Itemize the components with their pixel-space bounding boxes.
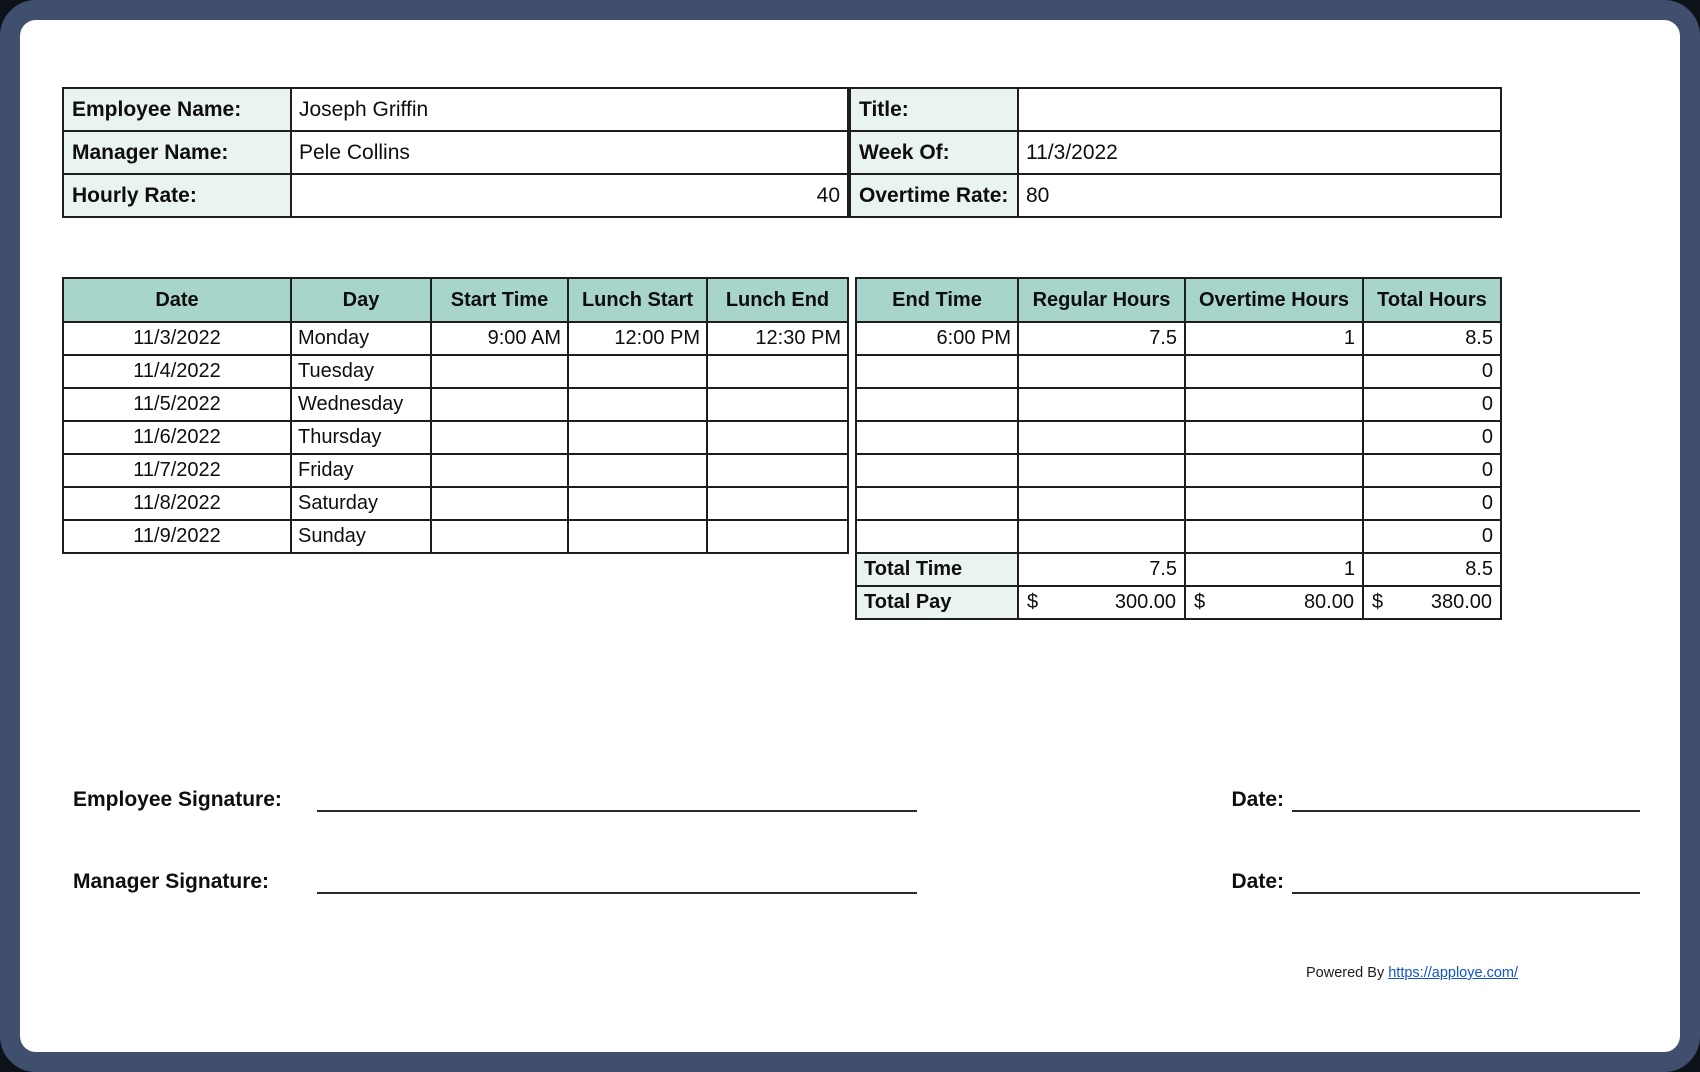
lunch-end-column-header: Lunch End: [707, 278, 848, 322]
date-label: Date:: [1231, 788, 1284, 811]
regular-hours-cell[interactable]: [1018, 487, 1185, 520]
table-row: [856, 355, 1501, 388]
date-cell[interactable]: 11/7/2022: [63, 454, 291, 487]
total-hours-cell[interactable]: 0: [1363, 388, 1501, 421]
regular-hours-column-header: Regular Hours: [1018, 278, 1185, 322]
table-row: [856, 421, 1501, 454]
table-row: [856, 454, 1501, 487]
table-row: [850, 131, 1501, 174]
timesheet-grid-section: [62, 277, 1502, 620]
week-of-field[interactable]: 11/3/2022: [1018, 131, 1501, 174]
manager-signature-row: [73, 859, 1640, 894]
table-row: [63, 322, 848, 355]
total-time-total: 8.5: [1363, 553, 1501, 586]
table-row: [63, 487, 848, 520]
lunch-end-cell[interactable]: [707, 487, 848, 520]
end-time-cell[interactable]: [856, 388, 1018, 421]
currency-symbol: $: [1194, 591, 1206, 613]
lunch-start-cell[interactable]: [568, 355, 707, 388]
table-row: [63, 520, 848, 553]
timesheet-table-right: [855, 277, 1502, 620]
total-hours-cell[interactable]: 0: [1363, 487, 1501, 520]
total-time-regular: 7.5: [1018, 553, 1185, 586]
total-pay-overtime-amount: 80.00: [1303, 591, 1354, 613]
table-row: [63, 88, 848, 131]
end-time-cell[interactable]: [856, 454, 1018, 487]
regular-hours-cell[interactable]: [1018, 421, 1185, 454]
regular-hours-cell[interactable]: [1018, 520, 1185, 553]
start-time-cell[interactable]: [431, 388, 568, 421]
start-time-cell[interactable]: [431, 355, 568, 388]
day-cell[interactable]: Friday: [291, 454, 431, 487]
employee-signature-line[interactable]: [317, 777, 917, 812]
manager-name-field[interactable]: Pele Collins: [291, 131, 848, 174]
lunch-end-cell[interactable]: [707, 355, 848, 388]
hourly-rate-label: Hourly Rate:: [63, 174, 291, 217]
timesheet-table-left: [62, 277, 849, 554]
total-hours-cell[interactable]: 0: [1363, 520, 1501, 553]
start-time-column-header: Start Time: [431, 278, 568, 322]
lunch-end-cell[interactable]: [707, 454, 848, 487]
employee-signature-label: Employee Signature:: [73, 788, 282, 811]
title-field[interactable]: [1018, 88, 1501, 131]
end-time-cell[interactable]: [856, 487, 1018, 520]
start-time-cell[interactable]: [431, 487, 568, 520]
header-row: [856, 278, 1501, 322]
hourly-rate-field[interactable]: 40: [291, 174, 848, 217]
table-row: [856, 388, 1501, 421]
total-pay-regular: [1018, 586, 1185, 619]
total-pay-regular-amount: 300.00: [1114, 591, 1176, 613]
table-row: [63, 388, 848, 421]
end-time-cell[interactable]: [856, 520, 1018, 553]
end-time-column-header: End Time: [856, 278, 1018, 322]
title-label: Title:: [850, 88, 1018, 131]
total-pay-total: [1363, 586, 1501, 619]
start-time-cell[interactable]: 9:00 AM: [431, 322, 568, 355]
date-cell[interactable]: 11/8/2022: [63, 487, 291, 520]
total-hours-cell[interactable]: 0: [1363, 421, 1501, 454]
table-row: [63, 174, 848, 217]
table-row: [850, 174, 1501, 217]
end-time-cell[interactable]: 6:00 PM: [856, 322, 1018, 355]
total-hours-column-header: Total Hours: [1363, 278, 1501, 322]
overtime-hours-cell[interactable]: [1185, 487, 1363, 520]
start-time-cell[interactable]: [431, 520, 568, 553]
currency-symbol: $: [1027, 591, 1039, 613]
table-row: [856, 487, 1501, 520]
employee-info-table-right: [849, 87, 1502, 218]
regular-hours-cell[interactable]: [1018, 355, 1185, 388]
day-cell[interactable]: Tuesday: [291, 355, 431, 388]
currency-symbol: $: [1372, 591, 1384, 613]
total-pay-row: [856, 586, 1501, 619]
total-pay-total-amount: 380.00: [1430, 591, 1492, 613]
date-cell[interactable]: 11/3/2022: [63, 322, 291, 355]
lunch-start-cell[interactable]: [568, 487, 707, 520]
total-hours-cell[interactable]: 0: [1363, 355, 1501, 388]
day-column-header: Day: [291, 278, 431, 322]
lunch-start-cell[interactable]: [568, 388, 707, 421]
manager-date-line[interactable]: [1292, 859, 1640, 894]
lunch-start-cell[interactable]: [568, 520, 707, 553]
regular-hours-cell[interactable]: [1018, 388, 1185, 421]
end-time-cell[interactable]: [856, 421, 1018, 454]
lunch-start-cell[interactable]: [568, 454, 707, 487]
total-time-label: Total Time: [856, 553, 1018, 586]
apploye-link[interactable]: https://apploye.com/: [1388, 965, 1518, 981]
employee-info-table-left: [62, 87, 849, 218]
powered-by-text: Powered By: [1306, 965, 1389, 981]
lunch-start-cell[interactable]: [568, 421, 707, 454]
header-row: [63, 278, 848, 322]
total-hours-cell[interactable]: 8.5: [1363, 322, 1501, 355]
regular-hours-cell[interactable]: 7.5: [1018, 322, 1185, 355]
table-row: [856, 322, 1501, 355]
regular-hours-cell[interactable]: [1018, 454, 1185, 487]
lunch-end-cell[interactable]: [707, 520, 848, 553]
start-time-cell[interactable]: [431, 454, 568, 487]
overtime-hours-cell[interactable]: [1185, 388, 1363, 421]
manager-name-label: Manager Name:: [63, 131, 291, 174]
day-cell[interactable]: Monday: [291, 322, 431, 355]
end-time-cell[interactable]: [856, 355, 1018, 388]
start-time-cell[interactable]: [431, 421, 568, 454]
lunch-end-cell[interactable]: 12:30 PM: [707, 322, 848, 355]
employee-signature-row: [73, 777, 1640, 812]
date-label: Date:: [1231, 870, 1284, 893]
overtime-hours-column-header: Overtime Hours: [1185, 278, 1363, 322]
powered-by-footer: [1306, 965, 1518, 981]
overtime-hours-cell[interactable]: [1185, 421, 1363, 454]
total-time-row: [856, 553, 1501, 586]
table-row: [63, 355, 848, 388]
date-cell[interactable]: 11/5/2022: [63, 388, 291, 421]
manager-signature-label: Manager Signature:: [73, 870, 270, 893]
overtime-rate-label: Overtime Rate:: [850, 174, 1018, 217]
table-row: [63, 454, 848, 487]
overtime-hours-cell[interactable]: [1185, 454, 1363, 487]
day-cell[interactable]: Saturday: [291, 487, 431, 520]
table-row: [63, 131, 848, 174]
overtime-hours-cell[interactable]: [1185, 355, 1363, 388]
table-row: [856, 520, 1501, 553]
employee-name-label: Employee Name:: [63, 88, 291, 131]
employee-info-section: [62, 87, 1502, 218]
overtime-rate-field[interactable]: 80: [1018, 174, 1501, 217]
total-pay-overtime: [1185, 586, 1363, 619]
total-pay-label: Total Pay: [856, 586, 1018, 619]
table-row: [850, 88, 1501, 131]
date-column-header: Date: [63, 278, 291, 322]
overtime-hours-cell[interactable]: [1185, 520, 1363, 553]
total-hours-cell[interactable]: 0: [1363, 454, 1501, 487]
employee-name-field[interactable]: Joseph Griffin: [291, 88, 848, 131]
week-of-label: Week Of:: [850, 131, 1018, 174]
day-cell[interactable]: Wednesday: [291, 388, 431, 421]
lunch-start-column-header: Lunch Start: [568, 278, 707, 322]
table-row: [63, 421, 848, 454]
date-cell[interactable]: 11/6/2022: [63, 421, 291, 454]
total-time-overtime: 1: [1185, 553, 1363, 586]
date-cell[interactable]: 11/4/2022: [63, 355, 291, 388]
day-cell[interactable]: Sunday: [291, 520, 431, 553]
lunch-start-cell[interactable]: 12:00 PM: [568, 322, 707, 355]
lunch-end-cell[interactable]: [707, 388, 848, 421]
employee-date-line[interactable]: [1292, 777, 1640, 812]
overtime-hours-cell[interactable]: 1: [1185, 322, 1363, 355]
lunch-end-cell[interactable]: [707, 421, 848, 454]
manager-signature-line[interactable]: [317, 859, 917, 894]
date-cell[interactable]: 11/9/2022: [63, 520, 291, 553]
day-cell[interactable]: Thursday: [291, 421, 431, 454]
